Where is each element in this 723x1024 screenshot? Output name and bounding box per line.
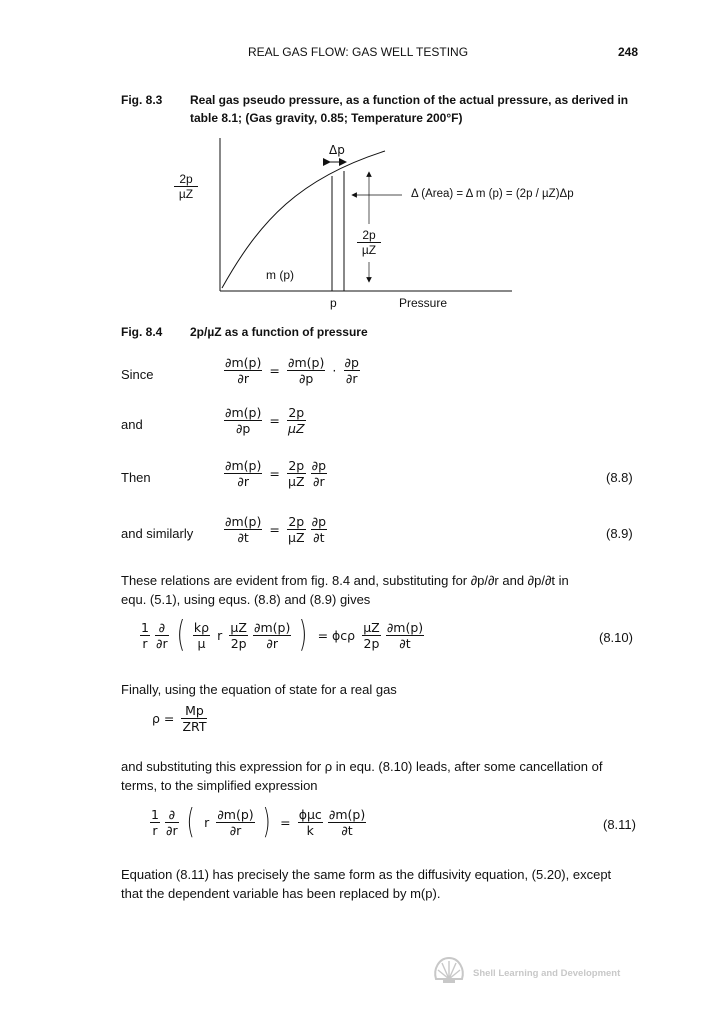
paragraph-2: Finally, using the equation of state for a real gas [121, 682, 397, 697]
area-label: m (p) [266, 268, 294, 282]
page-number: 248 [618, 45, 639, 59]
fig83-caption-line2: table 8.1; (Gas gravity, 0.85; Temperature 200°F) [190, 111, 463, 125]
area-equation-label: Δ (Area) = Δ m (p) = (2p / µZ)Δp [411, 188, 574, 200]
fig83-caption-line1: Real gas pseudo pressure, as a function of the actual pressure, as derived in [190, 93, 629, 107]
label-then: Then [121, 470, 151, 485]
equation-number-8-9: (8.9) [606, 526, 633, 541]
label-and: and [121, 417, 143, 432]
label-since: Since [121, 367, 154, 382]
paragraph-3-line-1: and substituting this expression for ρ in equ. (8.10) leads, after some cancellation of [121, 759, 603, 774]
footer-brand: Shell Learning and Development [473, 968, 621, 979]
x-axis-label: Pressure [399, 296, 448, 310]
y-axis-label: 2p µZ [174, 172, 198, 201]
fig84-label: Fig. 8.4 [121, 325, 163, 339]
pseudo-pressure-figure [0, 0, 723, 320]
fig83-label: Fig. 8.3 [121, 93, 163, 107]
equation-8-8: $\frac{\partial m(p)}{\partial r}$ = $\frac{2p}{\text{µZ}}$ $\frac{\partial p}{\partial r}$ [225, 458, 327, 489]
paragraph-4-line-1: Equation (8.11) has precisely the same form as the diffusivity equation, (5.20), except [121, 867, 612, 882]
equation-8-11: $\frac{1}{r}$ $\frac{\partial}{\partial r}$ ( r $\frac{\partial m(p)}{\partial r}$ ) = $\frac{\text{ϕµc}}{k}$ $\frac{\partial m(p)}{\partial t}$ [151, 802, 366, 842]
paragraph-3-line-2: terms, to the simplified expression [121, 778, 318, 793]
paragraph-1-line-2: equ. (5.1), using equs. (8.8) and (8.9) gives [121, 592, 371, 607]
fig84-caption: 2p/µZ as a function of pressure [190, 325, 368, 339]
equation-8-10: $\frac{1}{r}$ $\frac{\partial}{\partial r}$ ( $\frac{k\rho}{\text{µ}}$ r $\frac{\text{µZ}}{2p}$ $\frac{\partial m(p)}{\partial r}$ ) = ϕcρ $\frac{\text{µZ}}{2p}$ $\frac{\partial m(p)}{\partial t}$ [141, 614, 424, 655]
equation-since: $\frac{\partial m(p)}{\partial r}$ = $\frac{\partial m(p)}{\partial p}$ · $\frac{\partial p}{\partial r}$ [225, 355, 359, 386]
equation-8-9: $\frac{\partial m(p)}{\partial t}$ = $\frac{2p}{\text{µZ}}$ $\frac{\partial p}{\partial t}$ [225, 514, 327, 545]
paragraph-1-line-1: These relations are evident from fig. 8.4 and, substituting for ∂p/∂r and ∂p/∂t in [121, 573, 569, 588]
delta-p-label: Δp [329, 143, 345, 157]
equation-density: ρ = $\frac{Mp}{\text{ZRT}}$ [152, 703, 207, 734]
equation-number-8-8: (8.8) [606, 470, 633, 485]
shell-logo-icon [432, 955, 466, 985]
running-header: REAL GAS FLOW: GAS WELL TESTING [248, 45, 469, 59]
x-tick-p: p [330, 296, 337, 310]
equation-and: $\frac{\partial m(p)}{\partial p}$ = $\frac{2p}{\text{µZ}}$ [225, 405, 305, 436]
paragraph-4-line-2: that the dependent variable has been replaced by m(p). [121, 886, 441, 901]
ordinate-label: 2p µZ [357, 228, 381, 257]
curve [222, 151, 385, 288]
label-and-similarly: and similarly [121, 526, 194, 541]
equation-number-8-11: (8.11) [603, 817, 636, 832]
equation-number-8-10: (8.10) [599, 630, 633, 645]
